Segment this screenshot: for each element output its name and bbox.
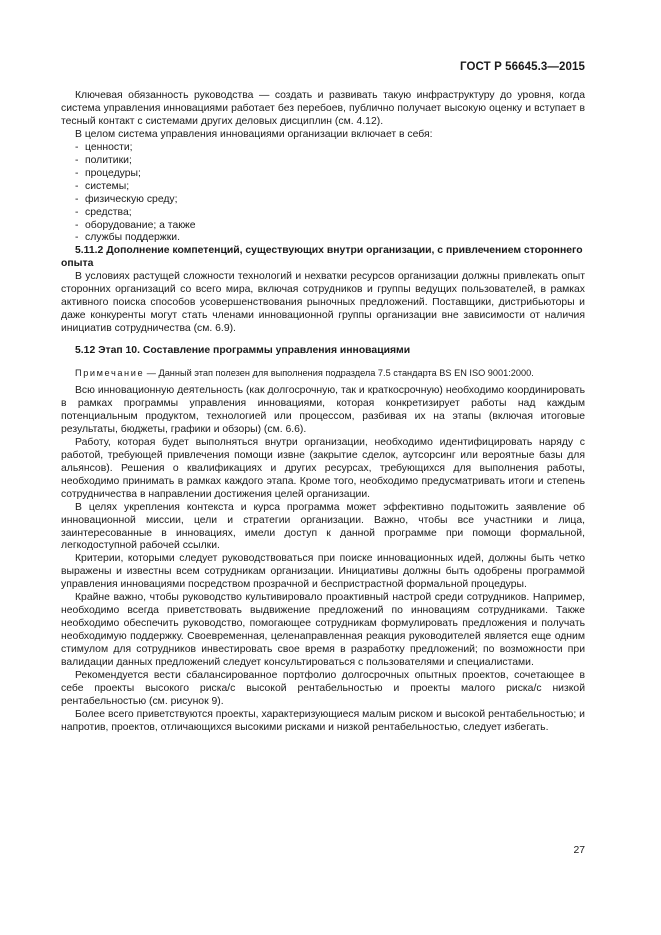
list-item: - средства;	[75, 206, 132, 218]
list-item: - политики;	[75, 154, 132, 166]
paragraph: Рекомендуется вести сбалансированное портфолио долгосрочных опытных проектов, сочетающее в себе проекты высокого риска/с высокой рентабельностью и проекты малого риска/с низкой рентабельностью (см. рисунок 9).	[61, 669, 585, 707]
paragraph: Крайне важно, чтобы руководство культивировало проактивный настрой среди сотрудников. Например, необходимо всегда приветствовать выдвижение предложений по инновациям сотрудниками. Также необходимо обеспечить руководство, помогающее сотрудникам формулировать предложения и получать необходимую поддержку. Своевременная, целенаправленная реакция руководителей является еще одним стимулом для сотрудников инвестировать свое время в разработку предложений; по возможности при валидации данных предложений следует консультироваться с пользователями и специалистами.	[61, 592, 585, 669]
list-item: - системы;	[75, 180, 130, 192]
note	[61, 367, 585, 380]
paragraph: В целом система управления инновациями организации включает в себя:	[75, 128, 433, 140]
standard-header: ГОСТ Р 56645.3—2015	[460, 61, 585, 73]
page-body	[61, 90, 585, 735]
paragraph: Ключевая обязанность руководства — создать и развивать такую инфраструктуру до уровня, когда система управления инновациями работает без перебоев, публично получает высокую оценку и вступает в тесный контакт с системами других деловых дисциплин (см. 4.12).	[61, 90, 585, 127]
paragraph: Работу, которая будет выполняться внутри организации, необходимо идентифицировать наряду с работой, требующей привлечения помощи извне (закрытие сделок, аутсорсинг или вероятные базы для альянсов). Решения о квалификациях и других ресурсах, требующихся для выполнения работы, необходимо принимать в рамках каждого этапа. Кроме того, необходимо предусматривать итоги и степень сотрудничества в направлении достижения целей организации.	[61, 436, 585, 500]
paragraph: В целях укрепления контекста и курса программа может эффективно подытожить заявление об инновационной миссии, цели и стратегии организации. Важно, чтобы все участники и лица, заинтересованные в инновациях, имели доступ к данной программе при помощи формальной, легкодоступной рабочей ссылки.	[61, 501, 585, 552]
paragraph: Всю инновационную деятельность (как долгосрочную, так и краткосрочную) необходимо координировать в рамках программы управления инновациями, которая конкретизирует работы над каждым потенциальным продуктом, технологией или процессом, разбивая их на этапы (включая итоговые результаты, бюджеты, графики и обзоры) (см. 6.6).	[61, 385, 585, 435]
list-item: - ценности;	[75, 141, 133, 153]
paragraph: Более всего приветствуются проекты, характеризующиеся малым риском и высокой рентабельностью; и напротив, проектов, отличающихся высокими рисками и низкой рентабельностью, следует избегать.	[61, 708, 585, 733]
system-components-list	[61, 142, 585, 246]
paragraph: Критерии, которыми следует руководствоваться при поиске инновационных идей, должны быть четко выражены и известны всем сотрудникам организации. Инициативы должны быть одобрены программой управления инновациями посредством прозрачной и беспристрастной формальной процедуры.	[61, 553, 585, 591]
list-item: - процедуры;	[75, 167, 141, 179]
section-heading-5-12: 5.12 Этап 10. Составление программы управления инновациями	[75, 345, 411, 357]
list-item: - оборудование; а также	[75, 219, 196, 231]
list-item: - службы поддержки.	[75, 232, 180, 244]
paragraph: В условиях растущей сложности технологий и нехватки ресурсов организации должны привлекать опыт сторонних организаций со всего мира, включая сотрудников и группы ведущих пользователей, в рамках активного поиска способов усовершенствования рыночных предложений. Поставщики, дистрибьюторы и даже конкуренты могут стать членами инновационной группы организации вне зависимости от наличия инициатив сотрудничества (см. 6.9).	[61, 271, 585, 335]
section-heading-5-11-2: 5.11.2 Дополнение компетенций, существующих внутри организации, с привлечением стороннего опыта	[61, 245, 583, 270]
note-label: Примечание	[75, 368, 145, 379]
list-item: - физическую среду;	[75, 193, 178, 205]
note-text: — Данный этап полезен для выполнения подраздела 7.5 стандарта BS EN ISO 9001:2000.	[144, 368, 534, 379]
page-number: 27	[573, 845, 585, 856]
